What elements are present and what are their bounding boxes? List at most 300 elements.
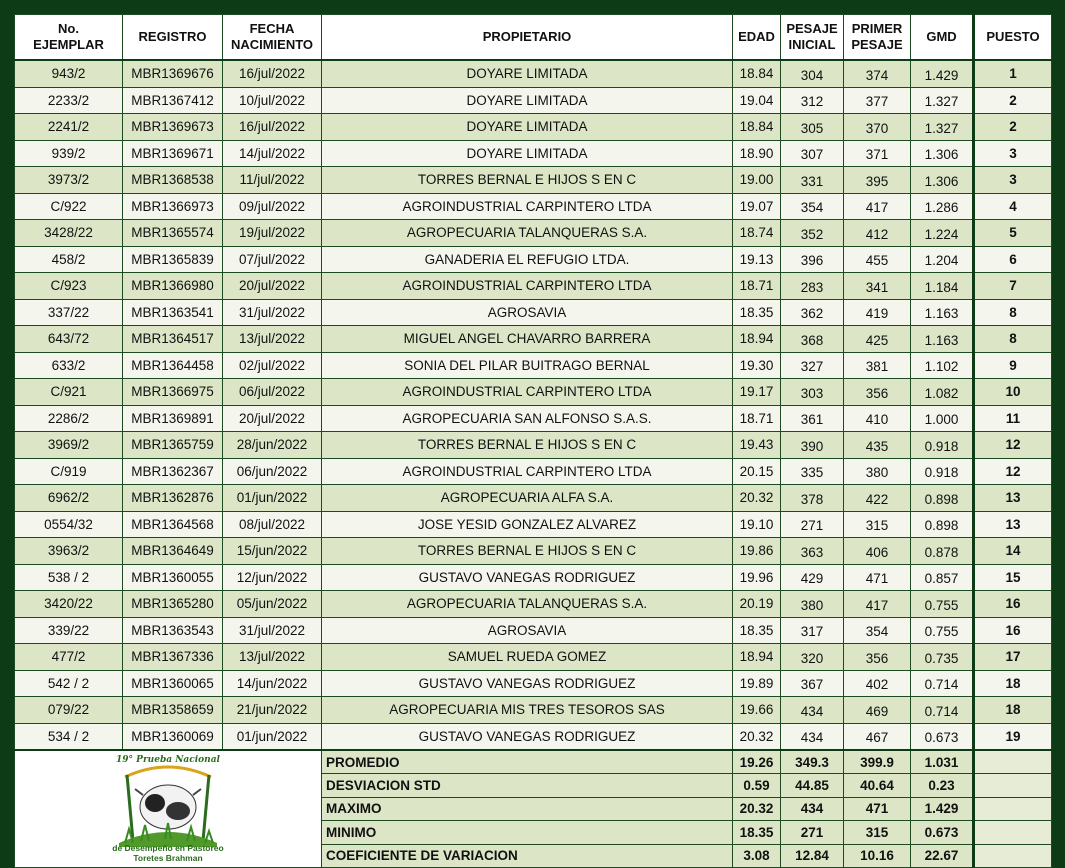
- cell-ejemplar: 542 / 2: [15, 670, 123, 697]
- cell-primer-pesaje: 341: [844, 273, 911, 300]
- cell-primer-pesaje: 435: [844, 432, 911, 459]
- cell-fecha: 21/jun/2022: [223, 697, 322, 724]
- cell-primer-pesaje: 395: [844, 167, 911, 194]
- cell-ejemplar: 643/72: [15, 326, 123, 353]
- header-pesaje-inicial: PESAJE INICIAL: [781, 15, 844, 61]
- cell-propietario: SONIA DEL PILAR BUITRAGO BERNAL: [322, 352, 733, 379]
- table-row: [15, 617, 1052, 644]
- cell-pesaje-inicial: 335: [781, 458, 844, 485]
- cell-fecha: 14/jul/2022: [223, 140, 322, 167]
- cell-ejemplar: 534 / 2: [15, 723, 123, 750]
- summary-gmd: 0.23: [911, 774, 974, 797]
- cell-fecha: 02/jul/2022: [223, 352, 322, 379]
- cell-puesto: 18: [974, 670, 1052, 697]
- cell-fecha: 31/jul/2022: [223, 617, 322, 644]
- cell-puesto: 19: [974, 723, 1052, 750]
- cell-registro: MBR1366975: [123, 379, 223, 406]
- table-row: [15, 193, 1052, 220]
- summary-label: COEFICIENTE DE VARIACION: [322, 844, 733, 867]
- cell-primer-pesaje: 471: [844, 564, 911, 591]
- cell-pesaje-inicial: 434: [781, 723, 844, 750]
- cell-edad: 20.32: [733, 723, 781, 750]
- cell-registro: MBR1366980: [123, 273, 223, 300]
- cell-ejemplar: 538 / 2: [15, 564, 123, 591]
- summary-primer-pesaje: 10.16: [844, 844, 911, 867]
- cell-registro: MBR1362876: [123, 485, 223, 512]
- cell-edad: 19.89: [733, 670, 781, 697]
- cell-primer-pesaje: 467: [844, 723, 911, 750]
- cell-pesaje-inicial: 362: [781, 299, 844, 326]
- table-row: [15, 299, 1052, 326]
- cell-registro: MBR1360065: [123, 670, 223, 697]
- cell-ejemplar: 477/2: [15, 644, 123, 671]
- table-row: [15, 723, 1052, 750]
- header-ejemplar: No. EJEMPLAR: [15, 15, 123, 61]
- cell-edad: 19.43: [733, 432, 781, 459]
- header-fecha: FECHA NACIMIENTO: [223, 15, 322, 61]
- cell-pesaje-inicial: 396: [781, 246, 844, 273]
- cell-pesaje-inicial: 317: [781, 617, 844, 644]
- cell-puesto: 16: [974, 591, 1052, 618]
- cell-puesto: 3: [974, 167, 1052, 194]
- cell-edad: 19.17: [733, 379, 781, 406]
- cell-ejemplar: C/919: [15, 458, 123, 485]
- summary-pesaje-inicial: 349.3: [781, 750, 844, 774]
- cell-edad: 19.13: [733, 246, 781, 273]
- cell-gmd: 0.918: [911, 458, 974, 485]
- cell-puesto: 3: [974, 140, 1052, 167]
- cell-fecha: 07/jul/2022: [223, 246, 322, 273]
- summary-pesaje-inicial: 44.85: [781, 774, 844, 797]
- cell-registro: MBR1368538: [123, 167, 223, 194]
- cell-puesto: 9: [974, 352, 1052, 379]
- cell-ejemplar: 3428/22: [15, 220, 123, 247]
- cell-registro: MBR1358659: [123, 697, 223, 724]
- cell-pesaje-inicial: 434: [781, 697, 844, 724]
- data-rows: [15, 60, 1052, 750]
- cell-propietario: AGROPECUARIA ALFA S.A.: [322, 485, 733, 512]
- summary-puesto-empty: [974, 797, 1052, 820]
- logo-wrap: [15, 751, 321, 867]
- cell-primer-pesaje: 412: [844, 220, 911, 247]
- cell-registro: MBR1364649: [123, 538, 223, 565]
- summary-edad: 19.26: [733, 750, 781, 774]
- cell-propietario: SAMUEL RUEDA GOMEZ: [322, 644, 733, 671]
- cell-fecha: 06/jun/2022: [223, 458, 322, 485]
- cell-primer-pesaje: 377: [844, 87, 911, 114]
- cell-ejemplar: 458/2: [15, 246, 123, 273]
- cell-pesaje-inicial: 320: [781, 644, 844, 671]
- cell-registro: MBR1367336: [123, 644, 223, 671]
- cell-edad: 18.84: [733, 114, 781, 141]
- cell-ejemplar: 337/22: [15, 299, 123, 326]
- cell-ejemplar: 3963/2: [15, 538, 123, 565]
- cell-ejemplar: 6962/2: [15, 485, 123, 512]
- cell-pesaje-inicial: 361: [781, 405, 844, 432]
- cell-gmd: 1.306: [911, 140, 974, 167]
- cell-primer-pesaje: 469: [844, 697, 911, 724]
- table-row: [15, 485, 1052, 512]
- cell-fecha: 31/jul/2022: [223, 299, 322, 326]
- summary-edad: 18.35: [733, 821, 781, 844]
- summary-pesaje-inicial: 12.84: [781, 844, 844, 867]
- cell-pesaje-inicial: 354: [781, 193, 844, 220]
- cell-puesto: 15: [974, 564, 1052, 591]
- cell-gmd: 1.184: [911, 273, 974, 300]
- event-logo: [15, 750, 322, 868]
- cell-primer-pesaje: 356: [844, 379, 911, 406]
- cell-primer-pesaje: 406: [844, 538, 911, 565]
- cell-pesaje-inicial: 380: [781, 591, 844, 618]
- cell-registro: MBR1362367: [123, 458, 223, 485]
- cell-ejemplar: 939/2: [15, 140, 123, 167]
- cell-fecha: 15/jun/2022: [223, 538, 322, 565]
- cell-primer-pesaje: 402: [844, 670, 911, 697]
- cell-propietario: AGROINDUSTRIAL CARPINTERO LTDA: [322, 458, 733, 485]
- table-row: [15, 405, 1052, 432]
- cell-ejemplar: C/922: [15, 193, 123, 220]
- cell-gmd: 1.429: [911, 60, 974, 87]
- table-row: [15, 670, 1052, 697]
- table-row: [15, 246, 1052, 273]
- cell-primer-pesaje: 371: [844, 140, 911, 167]
- cell-edad: 18.74: [733, 220, 781, 247]
- cell-registro: MBR1363541: [123, 299, 223, 326]
- table-row: [15, 511, 1052, 538]
- cell-puesto: 11: [974, 405, 1052, 432]
- table-row: [15, 326, 1052, 353]
- cell-fecha: 08/jul/2022: [223, 511, 322, 538]
- cell-registro: MBR1367412: [123, 87, 223, 114]
- cell-pesaje-inicial: 283: [781, 273, 844, 300]
- cell-edad: 18.71: [733, 405, 781, 432]
- cell-puesto: 10: [974, 379, 1052, 406]
- cell-pesaje-inicial: 307: [781, 140, 844, 167]
- cell-edad: 18.94: [733, 326, 781, 353]
- cell-gmd: 0.755: [911, 591, 974, 618]
- cell-puesto: 17: [974, 644, 1052, 671]
- cell-gmd: 1.204: [911, 246, 974, 273]
- summary-primer-pesaje: 315: [844, 821, 911, 844]
- cell-primer-pesaje: 356: [844, 644, 911, 671]
- cell-propietario: AGROSAVIA: [322, 299, 733, 326]
- summary-puesto-empty: [974, 750, 1052, 774]
- cell-registro: MBR1369673: [123, 114, 223, 141]
- cell-puesto: 14: [974, 538, 1052, 565]
- cell-gmd: 1.082: [911, 379, 974, 406]
- cell-edad: 18.84: [733, 60, 781, 87]
- cell-propietario: TORRES BERNAL E HIJOS S EN C: [322, 432, 733, 459]
- cell-registro: MBR1365574: [123, 220, 223, 247]
- cell-registro: MBR1365839: [123, 246, 223, 273]
- summary-label: MAXIMO: [322, 797, 733, 820]
- cell-primer-pesaje: 417: [844, 591, 911, 618]
- cell-registro: MBR1369676: [123, 60, 223, 87]
- table-row: [15, 167, 1052, 194]
- cell-propietario: TORRES BERNAL E HIJOS S EN C: [322, 538, 733, 565]
- summary-rows: [15, 750, 1052, 868]
- table-row: [15, 538, 1052, 565]
- cell-registro: MBR1365280: [123, 591, 223, 618]
- cell-ejemplar: 2241/2: [15, 114, 123, 141]
- cell-ejemplar: 079/22: [15, 697, 123, 724]
- cell-gmd: 0.918: [911, 432, 974, 459]
- cell-propietario: DOYARE LIMITADA: [322, 140, 733, 167]
- summary-gmd: 22.67: [911, 844, 974, 867]
- cell-fecha: 14/jun/2022: [223, 670, 322, 697]
- cell-pesaje-inicial: 368: [781, 326, 844, 353]
- cell-puesto: 13: [974, 485, 1052, 512]
- cell-puesto: 1: [974, 60, 1052, 87]
- cell-propietario: AGROINDUSTRIAL CARPINTERO LTDA: [322, 379, 733, 406]
- table-row: [15, 644, 1052, 671]
- cell-gmd: 0.673: [911, 723, 974, 750]
- cell-pesaje-inicial: 390: [781, 432, 844, 459]
- cell-primer-pesaje: 354: [844, 617, 911, 644]
- cell-fecha: 06/jul/2022: [223, 379, 322, 406]
- cell-puesto: 2: [974, 87, 1052, 114]
- cell-registro: MBR1366973: [123, 193, 223, 220]
- logo-subtitle-1: de Desempeño en Pastoreo: [112, 843, 224, 853]
- cell-propietario: GUSTAVO VANEGAS RODRIGUEZ: [322, 670, 733, 697]
- cell-pesaje-inicial: 327: [781, 352, 844, 379]
- cell-puesto: 2: [974, 114, 1052, 141]
- cell-edad: 18.90: [733, 140, 781, 167]
- cell-edad: 19.04: [733, 87, 781, 114]
- cell-registro: MBR1369891: [123, 405, 223, 432]
- table-row: [15, 87, 1052, 114]
- cell-fecha: 20/jul/2022: [223, 405, 322, 432]
- cell-edad: 20.15: [733, 458, 781, 485]
- summary-primer-pesaje: 40.64: [844, 774, 911, 797]
- cell-fecha: 13/jul/2022: [223, 326, 322, 353]
- cell-gmd: 0.898: [911, 485, 974, 512]
- cell-ejemplar: 2286/2: [15, 405, 123, 432]
- cell-gmd: 1.327: [911, 114, 974, 141]
- cell-propietario: DOYARE LIMITADA: [322, 60, 733, 87]
- summary-edad: 0.59: [733, 774, 781, 797]
- cell-gmd: 0.714: [911, 670, 974, 697]
- cell-fecha: 13/jul/2022: [223, 644, 322, 671]
- cell-primer-pesaje: 419: [844, 299, 911, 326]
- table-row: [15, 273, 1052, 300]
- cell-puesto: 8: [974, 299, 1052, 326]
- cell-propietario: AGROINDUSTRIAL CARPINTERO LTDA: [322, 193, 733, 220]
- summary-pesaje-inicial: 271: [781, 821, 844, 844]
- cell-ejemplar: 0554/32: [15, 511, 123, 538]
- results-table: [14, 14, 1052, 868]
- cell-puesto: 12: [974, 432, 1052, 459]
- cell-registro: MBR1364568: [123, 511, 223, 538]
- cell-propietario: AGROPECUARIA TALANQUERAS S.A.: [322, 591, 733, 618]
- cell-edad: 19.66: [733, 697, 781, 724]
- cell-ejemplar: C/921: [15, 379, 123, 406]
- cell-puesto: 18: [974, 697, 1052, 724]
- cell-puesto: 6: [974, 246, 1052, 273]
- cell-registro: MBR1363543: [123, 617, 223, 644]
- header-puesto: PUESTO: [974, 15, 1052, 61]
- summary-puesto-empty: [974, 774, 1052, 797]
- cell-registro: MBR1365759: [123, 432, 223, 459]
- cell-propietario: DOYARE LIMITADA: [322, 114, 733, 141]
- cell-fecha: 09/jul/2022: [223, 193, 322, 220]
- cell-puesto: 12: [974, 458, 1052, 485]
- cell-gmd: 0.878: [911, 538, 974, 565]
- cell-gmd: 0.755: [911, 617, 974, 644]
- cell-edad: 19.30: [733, 352, 781, 379]
- cell-edad: 19.96: [733, 564, 781, 591]
- cell-puesto: 4: [974, 193, 1052, 220]
- cell-ejemplar: 943/2: [15, 60, 123, 87]
- header-primer-pesaje: PRIMER PESAJE: [844, 15, 911, 61]
- cell-propietario: MIGUEL ANGEL CHAVARRO BARRERA: [322, 326, 733, 353]
- table-row: [15, 458, 1052, 485]
- cell-gmd: 1.163: [911, 299, 974, 326]
- cell-ejemplar: 3973/2: [15, 167, 123, 194]
- cell-pesaje-inicial: 305: [781, 114, 844, 141]
- table-row: [15, 432, 1052, 459]
- cell-puesto: 8: [974, 326, 1052, 353]
- cell-propietario: DOYARE LIMITADA: [322, 87, 733, 114]
- cell-primer-pesaje: 425: [844, 326, 911, 353]
- cell-fecha: 01/jun/2022: [223, 723, 322, 750]
- cell-primer-pesaje: 370: [844, 114, 911, 141]
- table-row: [15, 220, 1052, 247]
- cell-registro: MBR1364517: [123, 326, 223, 353]
- cell-primer-pesaje: 417: [844, 193, 911, 220]
- cell-fecha: 11/jul/2022: [223, 167, 322, 194]
- cell-fecha: 10/jul/2022: [223, 87, 322, 114]
- cell-edad: 19.07: [733, 193, 781, 220]
- cell-ejemplar: 3420/22: [15, 591, 123, 618]
- cell-edad: 19.86: [733, 538, 781, 565]
- cell-propietario: AGROPECUARIA MIS TRES TESOROS SAS: [322, 697, 733, 724]
- table-row: [15, 114, 1052, 141]
- cell-gmd: 1.327: [911, 87, 974, 114]
- summary-label: PROMEDIO: [322, 750, 733, 774]
- cell-pesaje-inicial: 363: [781, 538, 844, 565]
- cell-edad: 18.35: [733, 299, 781, 326]
- cell-edad: 19.00: [733, 167, 781, 194]
- cell-pesaje-inicial: 303: [781, 379, 844, 406]
- summary-row: [15, 750, 1052, 774]
- cell-pesaje-inicial: 378: [781, 485, 844, 512]
- cell-puesto: 16: [974, 617, 1052, 644]
- cell-pesaje-inicial: 304: [781, 60, 844, 87]
- cell-pesaje-inicial: 312: [781, 87, 844, 114]
- cell-gmd: 0.714: [911, 697, 974, 724]
- cell-propietario: AGROPECUARIA TALANQUERAS S.A.: [322, 220, 733, 247]
- table-row: [15, 564, 1052, 591]
- cell-primer-pesaje: 381: [844, 352, 911, 379]
- cell-puesto: 7: [974, 273, 1052, 300]
- summary-puesto-empty: [974, 844, 1052, 867]
- cell-gmd: 0.857: [911, 564, 974, 591]
- cell-ejemplar: C/923: [15, 273, 123, 300]
- cell-propietario: GUSTAVO VANEGAS RODRIGUEZ: [322, 564, 733, 591]
- cell-primer-pesaje: 410: [844, 405, 911, 432]
- cell-ejemplar: 339/22: [15, 617, 123, 644]
- cell-edad: 19.10: [733, 511, 781, 538]
- table-row: [15, 697, 1052, 724]
- table-row: [15, 60, 1052, 87]
- cell-pesaje-inicial: 429: [781, 564, 844, 591]
- cell-gmd: 1.306: [911, 167, 974, 194]
- cell-fecha: 01/jun/2022: [223, 485, 322, 512]
- summary-pesaje-inicial: 434: [781, 797, 844, 820]
- cell-registro: MBR1369671: [123, 140, 223, 167]
- summary-edad: 20.32: [733, 797, 781, 820]
- summary-label: MINIMO: [322, 821, 733, 844]
- table-row: [15, 140, 1052, 167]
- summary-primer-pesaje: 399.9: [844, 750, 911, 774]
- summary-puesto-empty: [974, 821, 1052, 844]
- cell-primer-pesaje: 374: [844, 60, 911, 87]
- cell-pesaje-inicial: 331: [781, 167, 844, 194]
- cell-gmd: 1.102: [911, 352, 974, 379]
- cell-propietario: JOSE YESID GONZALEZ ALVAREZ: [322, 511, 733, 538]
- cell-primer-pesaje: 422: [844, 485, 911, 512]
- cell-registro: MBR1364458: [123, 352, 223, 379]
- table-row: [15, 379, 1052, 406]
- cell-pesaje-inicial: 352: [781, 220, 844, 247]
- header-registro: REGISTRO: [123, 15, 223, 61]
- cell-gmd: 1.286: [911, 193, 974, 220]
- results-sheet: [14, 14, 1051, 864]
- cell-primer-pesaje: 380: [844, 458, 911, 485]
- cell-fecha: 16/jul/2022: [223, 60, 322, 87]
- cell-primer-pesaje: 315: [844, 511, 911, 538]
- summary-primer-pesaje: 471: [844, 797, 911, 820]
- cell-propietario: AGROSAVIA: [322, 617, 733, 644]
- header-edad: EDAD: [733, 15, 781, 61]
- cell-fecha: 12/jun/2022: [223, 564, 322, 591]
- header-row: [15, 15, 1052, 61]
- cell-propietario: GUSTAVO VANEGAS RODRIGUEZ: [322, 723, 733, 750]
- cell-ejemplar: 633/2: [15, 352, 123, 379]
- summary-gmd: 1.429: [911, 797, 974, 820]
- cell-gmd: 1.000: [911, 405, 974, 432]
- cell-primer-pesaje: 455: [844, 246, 911, 273]
- cell-gmd: 1.163: [911, 326, 974, 353]
- table-row: [15, 352, 1052, 379]
- cell-puesto: 13: [974, 511, 1052, 538]
- summary-gmd: 0.673: [911, 821, 974, 844]
- cell-edad: 20.19: [733, 591, 781, 618]
- cell-propietario: TORRES BERNAL E HIJOS S EN C: [322, 167, 733, 194]
- cell-fecha: 16/jul/2022: [223, 114, 322, 141]
- cell-fecha: 05/jun/2022: [223, 591, 322, 618]
- header-propietario: PROPIETARIO: [322, 15, 733, 61]
- header-gmd: GMD: [911, 15, 974, 61]
- cell-edad: 20.32: [733, 485, 781, 512]
- cell-edad: 18.35: [733, 617, 781, 644]
- cell-registro: MBR1360055: [123, 564, 223, 591]
- cell-gmd: 1.224: [911, 220, 974, 247]
- cell-pesaje-inicial: 367: [781, 670, 844, 697]
- cell-fecha: 28/jun/2022: [223, 432, 322, 459]
- cell-gmd: 0.898: [911, 511, 974, 538]
- logo-subtitle-2: Toretes Brahman: [133, 853, 203, 863]
- summary-edad: 3.08: [733, 844, 781, 867]
- cell-edad: 18.71: [733, 273, 781, 300]
- cell-propietario: GANADERIA EL REFUGIO LTDA.: [322, 246, 733, 273]
- cell-propietario: AGROPECUARIA SAN ALFONSO S.A.S.: [322, 405, 733, 432]
- logo-title: 19° Prueba Nacional: [116, 755, 220, 765]
- cell-registro: MBR1360069: [123, 723, 223, 750]
- cell-edad: 18.94: [733, 644, 781, 671]
- cell-fecha: 20/jul/2022: [223, 273, 322, 300]
